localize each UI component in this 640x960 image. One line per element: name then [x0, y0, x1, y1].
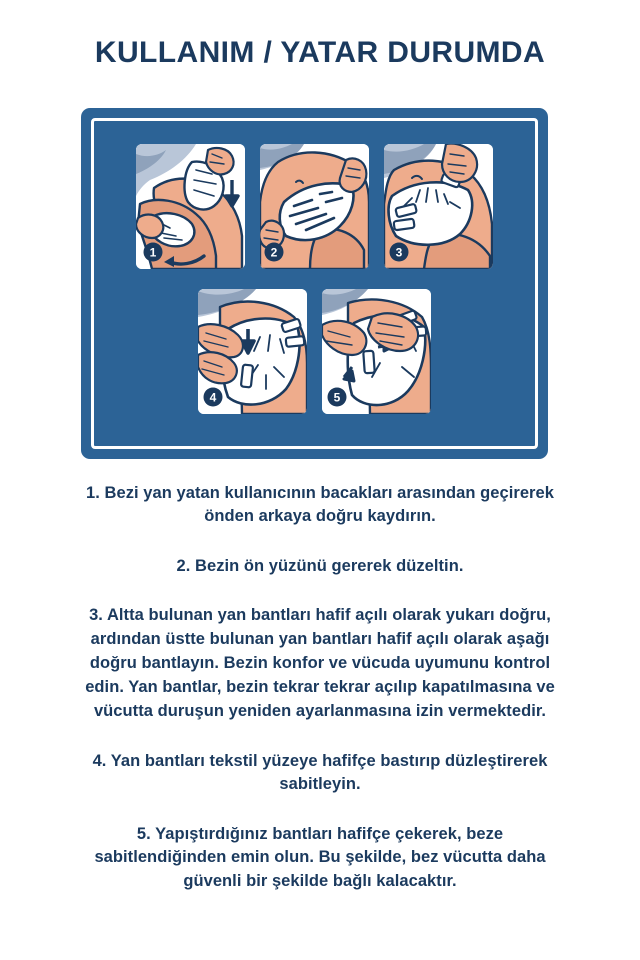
illustration-tile-4	[198, 289, 307, 414]
tile-badge-5-label: 5	[333, 390, 341, 405]
instruction-step-4: 4. Yan bantları tekstil yüzeye hafifçe bastırıp düzleştirerek sabitleyin.	[92, 751, 548, 794]
tile-badge-2-label: 2	[270, 245, 278, 260]
diaper-front-smooth-illustration	[260, 144, 369, 269]
instruction-step-2: 2. Bezin ön yüzünü gererek düzeltin.	[176, 556, 464, 575]
illustration-tile-5	[322, 289, 431, 414]
diaper-slide-under-legs-illustration	[136, 144, 245, 269]
illustration-tile-2	[260, 144, 369, 269]
instruction-step-3: 3. Altta bulunan yan bantları hafif açılı olarak yukarı doğru, ardından üstte bulunan yan bantları hafif açılı olarak aşağı doğru bantlayın. Bezin konfor ve vücuda uyumunu kontrol edin. Yan bantlar, bezin tekrar tekrar açılıp kapatılmasına ve vücutta duruşun yeniden ayarlanmasına izin vermektedir.	[85, 606, 555, 720]
instruction-step-1: 1. Bezi yan yatan kullanıcının bacakları arasından geçirerek önden arkaya doğru kaydırın.	[86, 484, 554, 526]
illustration-tile-3	[384, 144, 493, 269]
illustration-tile-1	[136, 144, 245, 269]
page-title: KULLANIM / YATAR DURUMDA	[94, 36, 546, 69]
tile-badge-3-label: 3	[395, 245, 403, 260]
illustration-row-top	[81, 144, 548, 269]
tile-badge-1-label: 1	[149, 245, 157, 260]
tile-badge-4-label: 4	[209, 390, 217, 405]
illustration-panel	[81, 108, 548, 459]
diaper-tape-press-flat-illustration	[198, 289, 307, 414]
diaper-tape-check-pull-illustration	[322, 289, 431, 414]
instruction-steps-list	[70, 482, 570, 893]
diaper-side-tape-apply-illustration	[384, 144, 493, 269]
illustration-row-bottom	[81, 289, 548, 414]
instruction-step-5: 5. Yapıştırdığınız bantları hafifçe çekerek, beze sabitlendiğinden emin olun. Bu şekilde, bez vücutta daha güvenli bir şekilde bağlı kalacaktır.	[94, 824, 546, 890]
